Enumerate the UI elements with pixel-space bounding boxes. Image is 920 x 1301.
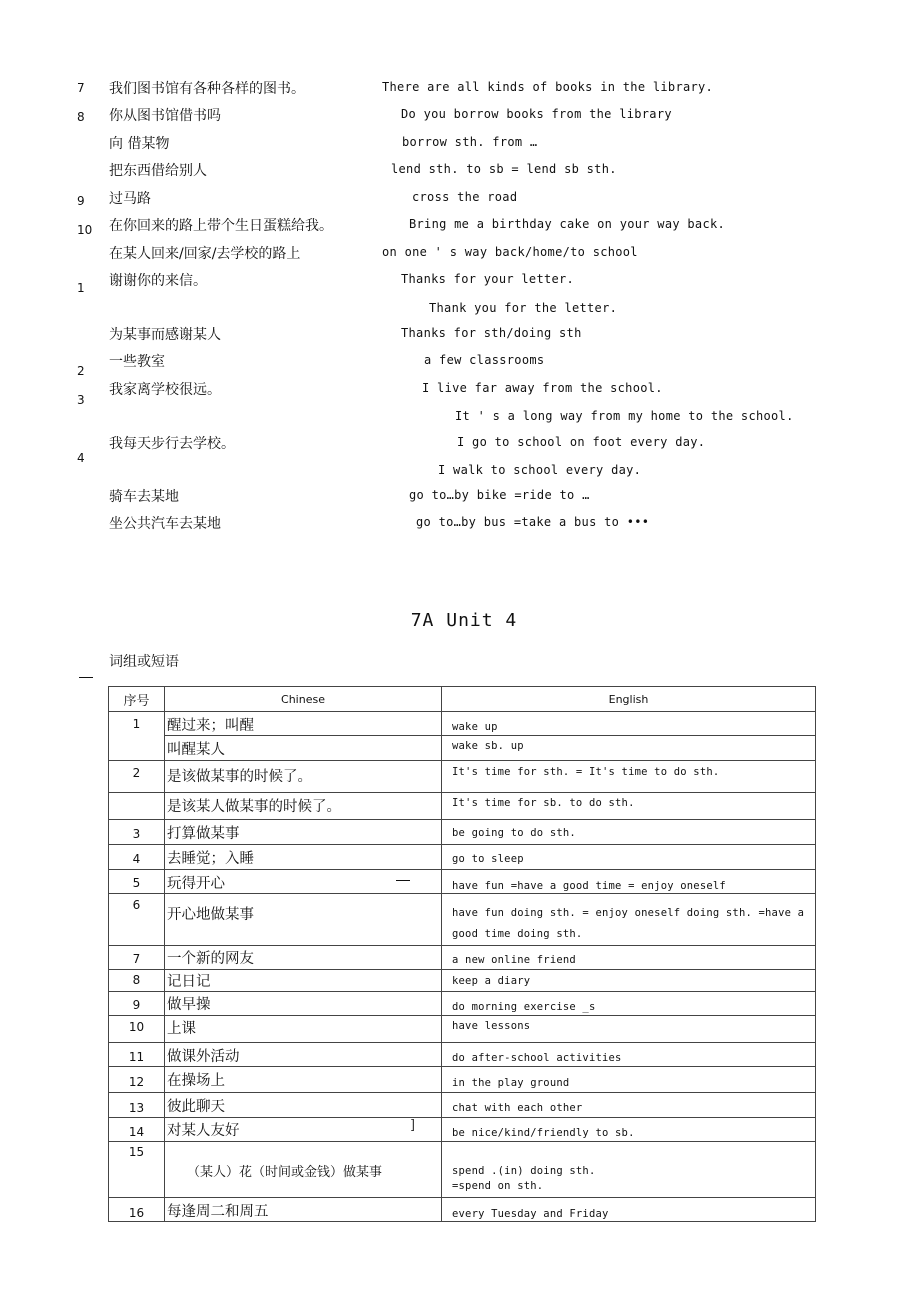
- phrase-english: I walk to school every day.: [438, 463, 642, 477]
- margin-dash: [79, 677, 93, 678]
- row-chinese-text: 玩得开心: [167, 876, 225, 892]
- phrase-chinese: 骑车去某地: [109, 489, 179, 505]
- row-english: be nice/kind/friendly to sb.: [442, 1118, 816, 1142]
- list-marker: 7: [77, 81, 85, 95]
- row-chinese: [165, 1118, 442, 1142]
- row-number: 14: [109, 1118, 165, 1142]
- phrase-chinese: 向 借某物: [109, 136, 170, 152]
- phrase-english: go to…by bus =take a bus to •••: [416, 515, 650, 529]
- row-english: have fun doing sth. = enjoy oneself doing sth. =have a good time doing sth.: [442, 894, 816, 946]
- table-row: [109, 1093, 816, 1118]
- row-chinese: 做课外活动: [165, 1043, 442, 1067]
- row-chinese: 做早操: [165, 992, 442, 1016]
- row-number: 9: [109, 992, 165, 1016]
- row-english: in the play ground: [442, 1067, 816, 1093]
- table-header-row: [109, 687, 816, 712]
- row-number: 2: [109, 761, 165, 793]
- table-row: [109, 820, 816, 845]
- table-row: [109, 870, 816, 894]
- section-subtitle: 词组或短语: [109, 654, 179, 670]
- row-number: 10: [109, 1016, 165, 1043]
- row-number: 6: [109, 894, 165, 946]
- phrase-english: Thanks for your letter.: [401, 272, 575, 286]
- row-chinese-text: 对某人友好: [167, 1123, 240, 1139]
- table-row: [109, 946, 816, 970]
- row-number: [109, 793, 165, 820]
- row-english: have lessons: [442, 1016, 816, 1043]
- row-number: 12: [109, 1067, 165, 1093]
- table-row: [109, 1016, 816, 1043]
- header-chinese: Chinese: [165, 687, 442, 712]
- row-chinese: 醒过来；叫醒: [165, 712, 442, 736]
- row-english: do after-school activities: [442, 1043, 816, 1067]
- row-english: a new online friend: [442, 946, 816, 970]
- table-row: [109, 761, 816, 793]
- row-number: 7: [109, 946, 165, 970]
- row-english-line: spend .(in) doing sth.: [452, 1165, 596, 1177]
- row-english: wake up: [442, 712, 816, 736]
- phrase-english: cross the road: [412, 190, 518, 204]
- row-english: go to sleep: [442, 845, 816, 870]
- table-row: [109, 992, 816, 1016]
- row-chinese: 去睡觉；入睡: [165, 845, 442, 870]
- phrase-chinese: 为某事而感谢某人: [109, 327, 221, 343]
- row-english: [442, 1142, 816, 1198]
- row-english: It's time for sb. to do sth.: [442, 793, 816, 820]
- row-number: 16: [109, 1198, 165, 1222]
- row-number: 8: [109, 970, 165, 992]
- table-row: [109, 894, 816, 946]
- list-marker: 8: [77, 110, 85, 124]
- row-number: 3: [109, 820, 165, 845]
- stray-dash: [396, 880, 410, 881]
- table-row: [109, 1043, 816, 1067]
- row-number: 5: [109, 870, 165, 894]
- phrase-chinese: 一些教室: [109, 354, 165, 370]
- table-row: [109, 712, 816, 736]
- row-chinese: 一个新的网友: [165, 946, 442, 970]
- phrase-chinese: 坐公共汽车去某地: [109, 516, 221, 532]
- row-chinese: 记日记: [165, 970, 442, 992]
- table-row: [109, 1142, 816, 1198]
- list-marker: 1: [77, 281, 85, 295]
- table-row: [109, 736, 816, 761]
- phrase-chinese: 谢谢你的来信。: [109, 273, 207, 289]
- row-number: 11: [109, 1043, 165, 1067]
- row-chinese: 彼此聊天: [165, 1093, 442, 1118]
- phrase-english: Do you borrow books from the library: [401, 107, 672, 121]
- table-row: [109, 1198, 816, 1222]
- phrase-chinese: 把东西借给别人: [109, 163, 207, 179]
- row-english: chat with each other: [442, 1093, 816, 1118]
- row-english: every Tuesday and Friday: [442, 1198, 816, 1222]
- phrase-english: I live far away from the school.: [422, 381, 663, 395]
- row-chinese: 在操场上: [165, 1067, 442, 1093]
- phrase-chinese: 在你回来的路上带个生日蛋糕给我。: [109, 218, 333, 234]
- list-marker: 4: [77, 451, 85, 465]
- unit-title: 7A Unit 4: [410, 610, 518, 631]
- row-chinese: 上课: [165, 1016, 442, 1043]
- row-chinese: 开心地做某事: [165, 894, 442, 946]
- phrase-chinese: 在某人回来/回家/去学校的路上: [109, 246, 301, 262]
- row-number: 4: [109, 845, 165, 870]
- phrase-chinese: 你从图书馆借书吗: [109, 108, 221, 124]
- row-number: 1: [109, 712, 165, 761]
- phrase-english: borrow sth. from …: [402, 135, 538, 149]
- table-row: [109, 1118, 816, 1142]
- phrase-english: go to…by bike =ride to …: [409, 488, 590, 502]
- table-row: [109, 970, 816, 992]
- phrase-english: lend sth. to sb = lend sb sth.: [391, 162, 617, 176]
- row-number: 13: [109, 1093, 165, 1118]
- row-english: keep a diary: [442, 970, 816, 992]
- row-english: have fun =have a good time = enjoy oneself: [442, 870, 816, 894]
- header-number: 序号: [109, 687, 165, 712]
- phrase-english: I go to school on foot every day.: [457, 435, 706, 449]
- row-english-line: =spend on sth.: [452, 1180, 544, 1192]
- vocabulary-table: [108, 686, 816, 1222]
- phrase-english: on one ' s way back/home/to school: [382, 245, 638, 259]
- row-english: do morning exercise _s: [442, 992, 816, 1016]
- list-marker: 3: [77, 393, 85, 407]
- phrase-chinese: 我们图书馆有各种各样的图书。: [109, 81, 305, 97]
- phrase-english: There are all kinds of books in the library.: [382, 80, 714, 94]
- row-chinese: 叫醒某人: [165, 736, 442, 761]
- row-chinese: 每逢周二和周五: [165, 1198, 442, 1222]
- phrase-english: Bring me a birthday cake on your way back.: [409, 217, 726, 231]
- row-english: wake sb. up: [442, 736, 816, 761]
- phrase-english: a few classrooms: [424, 353, 545, 367]
- row-english: It's time for sth. = It's time to do sth.: [442, 761, 816, 793]
- table-row: [109, 845, 816, 870]
- row-chinese: 是该做某事的时候了。: [165, 761, 442, 793]
- row-chinese: （某人）花（时间或金钱）做某事: [165, 1142, 442, 1198]
- row-chinese: 打算做某事: [165, 820, 442, 845]
- table-row: [109, 1067, 816, 1093]
- row-chinese: [165, 870, 442, 894]
- list-marker: 9: [77, 194, 85, 208]
- phrase-english: It ' s a long way from my home to the school.: [455, 409, 794, 423]
- phrase-chinese: 我家离学校很远。: [109, 382, 221, 398]
- phrase-chinese: 我每天步行去学校。: [109, 436, 235, 452]
- list-marker: 2: [77, 364, 85, 378]
- table-row: [109, 793, 816, 820]
- phrase-english: Thank you for the letter.: [429, 301, 618, 315]
- row-chinese: 是该某人做某事的时候了。: [165, 793, 442, 820]
- phrase-english: Thanks for sth/doing sth: [401, 326, 582, 340]
- header-english: English: [442, 687, 816, 712]
- stray-bracket: ]: [410, 1118, 416, 1133]
- phrase-chinese: 过马路: [109, 191, 151, 207]
- list-marker: 10: [77, 223, 93, 237]
- row-english: be going to do sth.: [442, 820, 816, 845]
- row-number: 15: [109, 1142, 165, 1198]
